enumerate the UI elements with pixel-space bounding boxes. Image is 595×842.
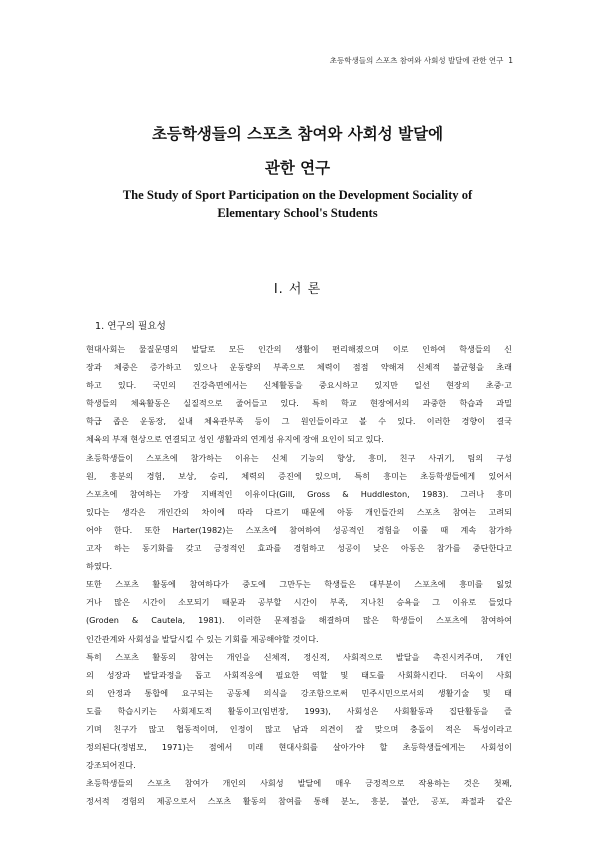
- body-line: 고자 하는 동기화를 갖고 긍정적인 효과를 경험하고 성공이 낮은 아동은 참가를 중단한다고: [86, 543, 512, 554]
- section-heading: Ⅰ. 서 론: [273, 282, 322, 297]
- body-line: 어야 한다. 또한 Harter(1982)는 스포츠에 참여하여 성공적인 경험을 이룰 때 계속 참가하: [86, 524, 512, 535]
- english-title-line-1: The Study of Sport Participation on the Development Sociality of: [122, 188, 473, 202]
- body-line: 의 성장과 발달과정을 돕고 사회적응에 필요한 역할 및 태도를 사회화시킨다. 더욱이 사회: [86, 669, 512, 680]
- body-line: 특히 스포츠 활동의 참여는 개인을 신체적, 정신적, 사회적으로 발달을 촉진시켜주며, 개인: [86, 651, 512, 662]
- body-line: 인간관계와 사회성을 발달시킬 수 있는 기회를 제공해야할 것이다.: [86, 633, 319, 644]
- body-line: 초등학생들의 스포츠 참여가 개인의 사회성 발달에 매우 긍정적으로 작용하는 것은 첫째,: [86, 778, 512, 789]
- body-line: 하고 있다. 국민의 건강측면에서는 신체활동을 중요시하고 있지만 일선 현장의 초중·고: [86, 380, 512, 391]
- page-number: 1: [508, 56, 513, 65]
- body-line: 정서적 경험의 제공으로서 스포츠 활동의 참여를 통해 분노, 흥분, 불안, 공포, 좌절과 같은: [86, 796, 512, 807]
- korean-title-line-1: 초등학생들의 스포츠 참여와 사회성 발달에: [151, 124, 444, 143]
- english-title-line-2: Elementary School's Students: [217, 206, 378, 220]
- body-line: 장과 체중은 증가하고 있으나 운동량의 부족으로 체력이 점점 약해져 신체적 불균형을 초래: [86, 362, 512, 373]
- body-line: 의 안정과 통합에 요구되는 공동체 의식을 강조함으로써 민주시민으로서의 생활기술 및 태: [86, 687, 512, 698]
- body-line: 초등학생들이 스포츠에 참가하는 이유는 신체 기능의 향상, 흥미, 친구 사귀기, 팀의 구성: [86, 452, 512, 463]
- body-line: 강조되어진다.: [86, 760, 136, 771]
- body-line: 학생들의 체육활동은 실질적으로 줄어들고 있다. 특히 학교 현장에서의 과중한 학습과 과밀: [86, 398, 512, 409]
- body-line: 도를 학습시키는 사회제도적 활동이고(임번장, 1993), 사회성은 사회활동과 집단활동을 즐: [86, 705, 512, 716]
- sub-heading: 1. 연구의 필요성: [95, 321, 166, 332]
- body-line: 또한 스포츠 활동에 참여하다가 중도에 그만두는 학생들은 대부분이 스포츠에 흥미를 잃었: [86, 579, 512, 590]
- body-line: 있다는 생각은 개인간의 차이에 따라 다르기 때문에 아동 개인들간의 스포츠 참여는 고려되: [86, 506, 512, 517]
- running-title: 초등학생들의 스포츠 참여와 사회성 발달에 관한 연구: [329, 56, 504, 65]
- body-text: [86, 340, 512, 810]
- body-line: (Groden & Cautela, 1981). 이러한 문제점을 해결하며 많은 학생들이 스포츠에 참여하여: [86, 615, 512, 626]
- body-line: 학급 좁은 운동장, 실내 체육관부족 등이 그 원인들이라고 볼 수 있다. 이러한 경향이 결국: [86, 416, 512, 427]
- body-line: 원, 흥분의 경험, 보상, 승리, 체력의 증진에 있으며, 특히 흥미는 초등학생들에게 있어서: [86, 470, 512, 481]
- body-line: 정의된다(정범모, 1971)는 점에서 미래 현대사회를 살아가야 할 초등학생들에게는 사회성이: [86, 742, 512, 753]
- body-line: 스포츠에 참여하는 가장 지배적인 이유이다(Gill, Gross & Huddleston, 1983). 그러나 흥미: [86, 488, 512, 499]
- body-line: 체육의 부재 현상으로 연결되고 성인 생활과의 연계성 유지에 장애 요인이 되고 있다.: [86, 434, 384, 445]
- body-line: 현대사회는 물질문명의 발달로 모든 인간의 생활이 편리해졌으며 이로 인하여 학생들의 신: [86, 344, 512, 354]
- korean-title-line-2: 관한 연구: [264, 158, 331, 177]
- body-line: 기며 친구가 많고 협동적이며, 인정이 많고 남과 의견이 잘 맞으며 충돌이 적은 특성이라고: [86, 723, 512, 734]
- body-line: 거나 많은 시간이 소모되기 때문과 공부할 시간이 부족, 지나친 승욕을 그 이유로 들었다: [86, 597, 512, 608]
- body-line: 하였다.: [86, 561, 113, 572]
- running-header: [330, 55, 513, 66]
